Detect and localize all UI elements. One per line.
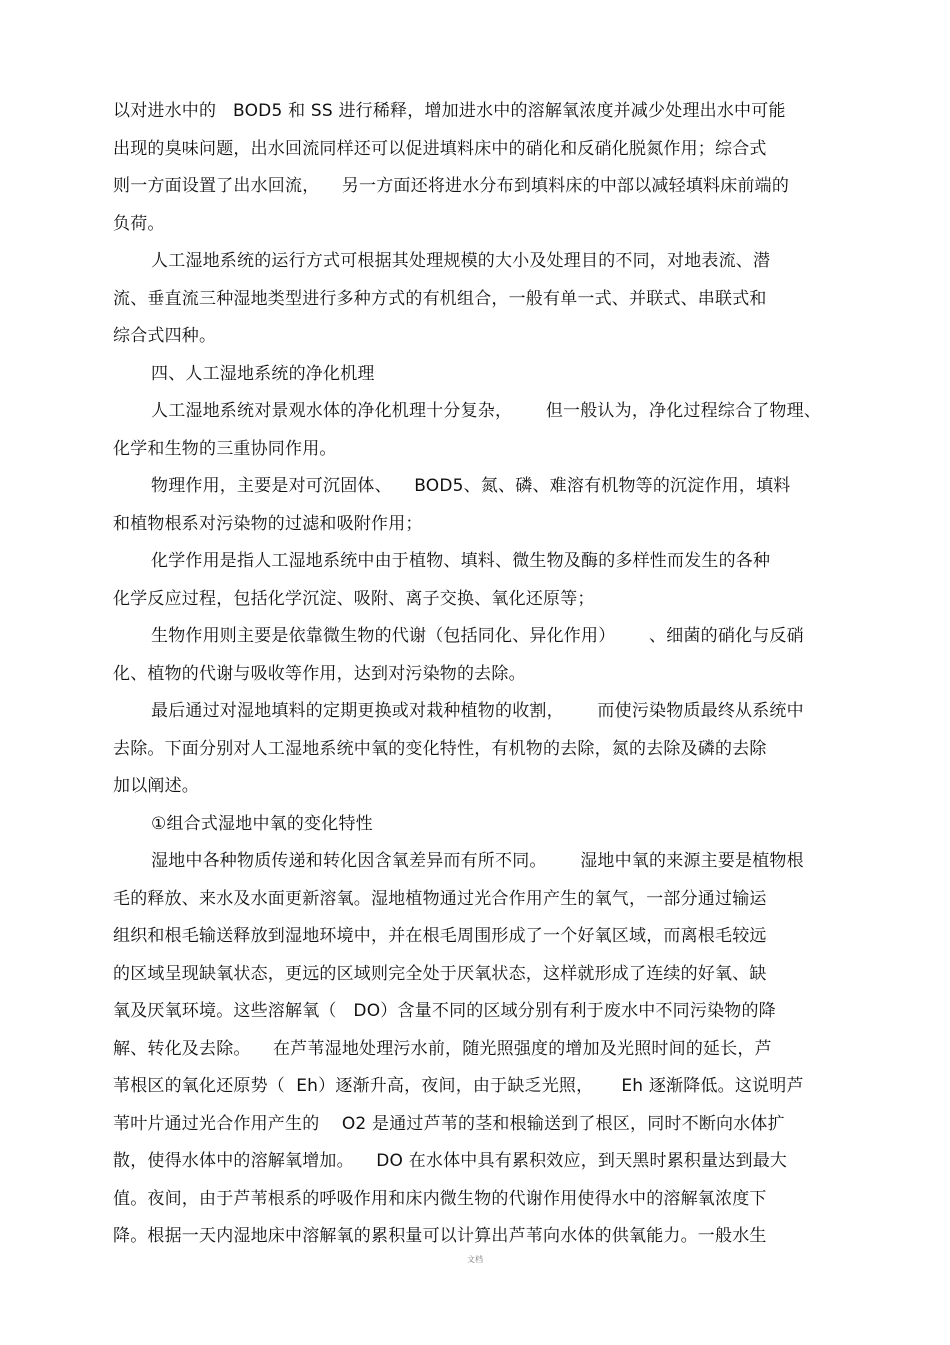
text-line: 湿地中各种物质传递和转化因含氧差异而有所不同。 湿地中氧的来源主要是植物根	[151, 851, 804, 871]
section-heading: 四、人工湿地系统的净化机理	[151, 364, 375, 384]
text-line: 化、植物的代谢与吸收等作用，达到对污染物的去除。	[113, 664, 526, 684]
text-line: 去除。下面分别对人工湿地系统中氧的变化特性，有机物的去除，氮的去除及磷的去除	[113, 739, 767, 759]
text-line: 毛的释放、来水及水面更新溶氧。湿地植物通过光合作用产生的氧气，一部分通过输运	[113, 889, 767, 909]
text-line: 苇叶片通过光合作用产生的 O2 是通过芦苇的茎和根输送到了根区，同时不断向水体扩	[113, 1114, 785, 1134]
text-line: 解、转化及去除。 在芦苇湿地处理污水前，随光照强度的增加及光照时间的延长，芦	[113, 1039, 772, 1059]
text-line: 物理作用，主要是对可沉固体、 BOD5、氮、磷、难溶有机物等的沉淀作用，填料	[151, 476, 791, 496]
text-line: 生物作用则主要是依靠微生物的代谢（包括同化、异化作用） 、细菌的硝化与反硝	[151, 626, 804, 646]
text-line: 综合式四种。	[113, 326, 217, 346]
text-line: 人工湿地系统对景观水体的净化机理十分复杂， 但一般认为，净化过程综合了物理、	[151, 401, 822, 421]
text-line: 苇根区的氧化还原势（ Eh）逐渐升高，夜间，由于缺乏光照， Eh 逐渐降低。这说明芦	[113, 1076, 804, 1096]
page-footer-label: 文档	[467, 1255, 483, 1264]
text-line: 化学和生物的三重协同作用。	[113, 439, 337, 459]
text-line: 负荷。	[113, 214, 165, 234]
text-line: 降。根据一天内湿地床中溶解氧的累积量可以计算出芦苇向水体的供氧能力。一般水生	[113, 1226, 767, 1246]
text-line: 出现的臭味问题，出水回流同样还可以促进填料床中的硝化和反硝化脱氮作用；综合式	[113, 139, 767, 159]
subsection-heading: ①组合式湿地中氧的变化特性	[151, 814, 373, 834]
text-line: 加以阐述。	[113, 776, 199, 796]
text-line: 人工湿地系统的运行方式可根据其处理规模的大小及处理目的不同，对地表流、潜	[151, 251, 771, 271]
text-line: 流、垂直流三种湿地类型进行多种方式的有机组合，一般有单一式、并联式、串联式和	[113, 289, 767, 309]
text-line: 化学作用是指人工湿地系统中由于植物、填料、微生物及酶的多样性而发生的各种	[151, 551, 771, 571]
text-line: 化学反应过程，包括化学沉淀、吸附、离子交换、氧化还原等；	[113, 589, 595, 609]
text-line: 组织和根毛输送释放到湿地环境中，并在根毛周围形成了一个好氧区域，而离根毛较远	[113, 926, 767, 946]
text-line: 的区域呈现缺氧状态，更远的区域则完全处于厌氧状态，这样就形成了连续的好氧、缺	[113, 964, 767, 984]
text-line: 以对进水中的 BOD5 和 SS 进行稀释，增加进水中的溶解氧浓度并减少处理出水中可能	[113, 101, 786, 121]
text-line: 最后通过对湿地填料的定期更换或对栽种植物的收割， 而使污染物质最终从系统中	[151, 701, 804, 721]
text-line: 则一方面设置了出水回流， 另一方面还将进水分布到填料床的中部以减轻填料床前端的	[113, 176, 790, 196]
text-line: 氧及厌氧环境。这些溶解氧（ DO）含量不同的区域分别有利于废水中不同污染物的降	[113, 1001, 776, 1021]
text-line: 散，使得水体中的溶解氧增加。 DO 在水体中具有累积效应，到天黑时累积量达到最大	[113, 1151, 788, 1171]
text-line: 和植物根系对污染物的过滤和吸附作用；	[113, 514, 423, 534]
text-line: 值。夜间，由于芦苇根系的呼吸作用和床内微生物的代谢作用使得水中的溶解氧浓度下	[113, 1189, 767, 1209]
